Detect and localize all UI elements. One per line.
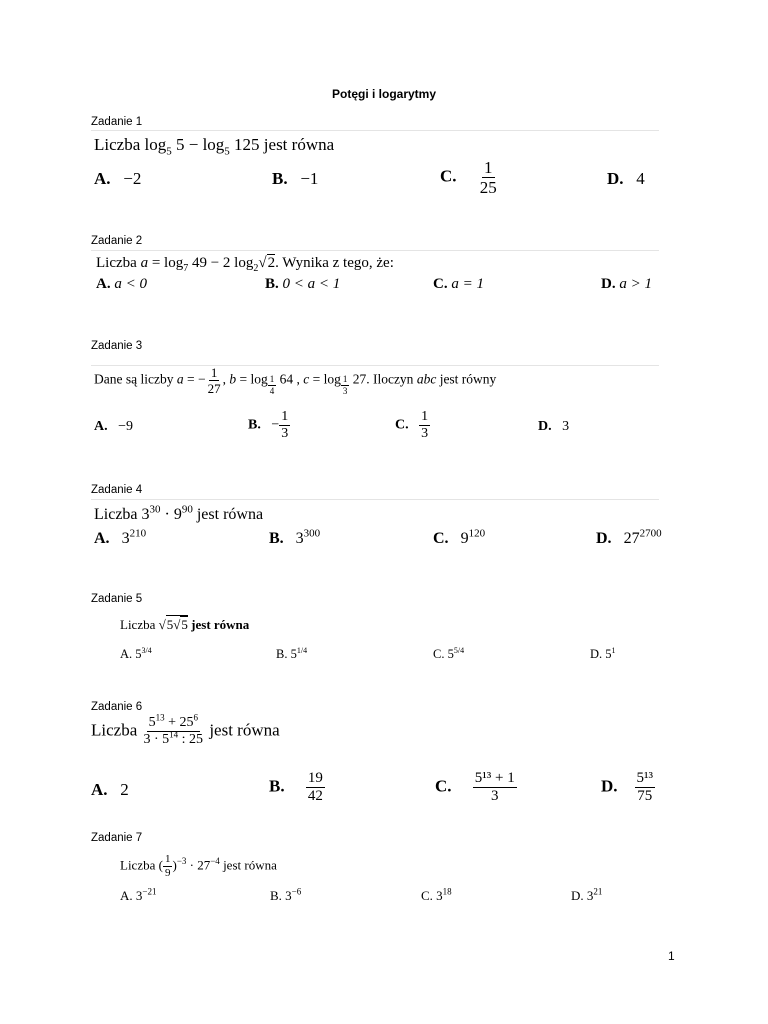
task-2-question: Liczba $a = \log_7 49 - 2$ $\log_2√2$. Wynika z tego, że:	[96, 255, 394, 274]
task-2-option-a: A. a < 0	[96, 276, 147, 292]
task-3	[91, 365, 659, 446]
task-1-question: Liczba $\log_5 5 - \log_5 125$ jest równa	[94, 135, 335, 158]
task-5	[91, 607, 659, 667]
task-3-question: Dane są liczby a = − $\frac{1}{27}$ , b = log $_{\frac{1}{4}}$ 64 , c = log $_{\frac{1}{3}}$ 27. Iloczyn abc jest równy	[94, 365, 497, 396]
task-5-question: Liczba √5√5 jest równa	[120, 617, 250, 632]
task-3-option-d: D. 3	[538, 419, 570, 434]
task-3-option-b: B. − $\frac{1}{3}$	[248, 409, 289, 441]
task-5-option-d: D. $5^1$	[590, 645, 616, 661]
task-4-option-c: C. $9^{120}$	[433, 527, 486, 547]
task-4	[91, 499, 662, 554]
task-7-question: Liczba ( $\frac{1}{9}$ )$^{-3} \cdot 27^{-4}$ jest równa	[120, 853, 277, 879]
task-7	[91, 852, 659, 912]
task-1-option-b: B. −1	[272, 169, 319, 188]
task-1-option-d: D. 4	[607, 169, 645, 188]
task-1-label: Zadanie 1	[91, 116, 143, 128]
task-3-label: Zadanie 3	[91, 340, 143, 352]
task-4-option-a: A. $3^{210}$	[94, 527, 147, 547]
task-2-option-d: D. a > 1	[601, 276, 652, 292]
task-7-option-c: C. $3^{18}$	[421, 886, 452, 903]
task-2-label: Zadanie 2	[91, 235, 143, 247]
task-3-option-a: A. −9	[94, 419, 134, 434]
task-6-label: Zadanie 6	[91, 701, 143, 713]
task-6-option-a: A. 2	[91, 780, 129, 799]
task-6	[91, 712, 659, 816]
task-7-option-b: B. $3^{-6}$	[270, 886, 302, 903]
task-3-option-c: C. $\frac{1}{3}$	[395, 409, 429, 441]
task-2-option-b: B. 0 < a < 1	[265, 276, 341, 292]
task-4-option-d: D. $27^{2700}$	[596, 527, 662, 547]
task-7-option-a: A. $3^{-21}$	[120, 886, 157, 903]
task-2	[91, 250, 659, 299]
task-5-label: Zadanie 5	[91, 593, 143, 605]
task-4-question: Liczba $3^{30} \cdot 9^{90}$ jest równa	[94, 503, 264, 523]
task-1-option-a: A. −2	[94, 169, 142, 188]
task-4-option-b: B. $3^{300}$	[269, 527, 321, 547]
task-5-option-c: C. $5^{5/4}$	[433, 645, 465, 661]
task-1-option-c: C. $\frac{1}{25}$	[440, 158, 497, 197]
task-5-option-b: B. $5^{1/4}$	[276, 645, 308, 661]
task-5-option-a: A. $5^{3/4}$	[120, 645, 152, 661]
task-6-option-d: D. $\frac{\text{5¹³}}{75}$	[601, 770, 654, 804]
task-6-option-b: B. $\frac{19}{42}$	[269, 770, 323, 804]
task-2-option-c: C. a = 1	[433, 276, 484, 292]
task-7-option-d: D. $3^{21}$	[571, 886, 603, 903]
task-7-label: Zadanie 7	[91, 832, 143, 844]
page-number: 1	[668, 949, 675, 963]
task-6-question: Liczba $\frac{5^{13} + 25^6}{3 \cdot 5^{14} : 25}$ jest równa	[91, 712, 280, 747]
task-4-label: Zadanie 4	[91, 484, 143, 496]
page-title: Potęgi i logarytmy	[331, 87, 437, 101]
task-6-option-c: C. $\frac{\text{5¹³ + 1}}{3}$	[435, 770, 515, 804]
task-1	[91, 130, 659, 199]
